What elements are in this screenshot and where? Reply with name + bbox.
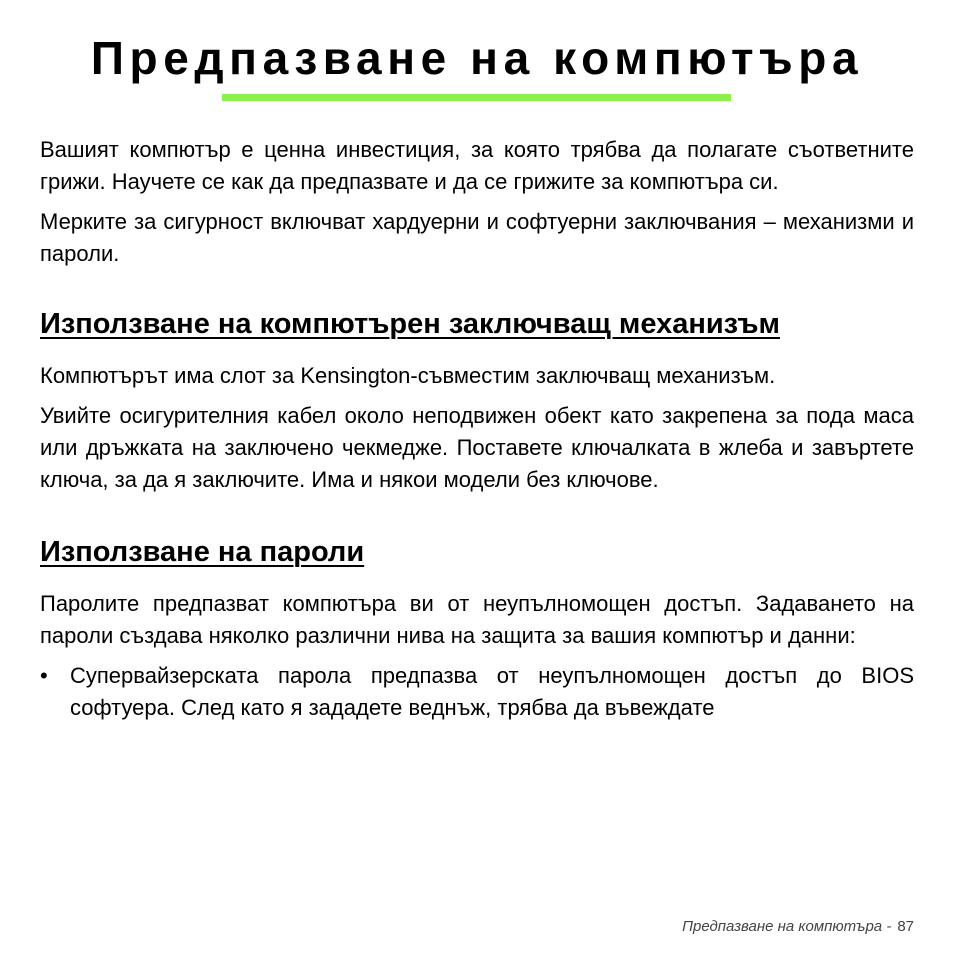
page-content — [40, 134, 914, 724]
page-title: Предпазване на компютъра — [90, 32, 864, 84]
section-heading-lock: Използване на компютърен заключващ механизъм — [40, 308, 780, 340]
bullet-text: Супервайзерската парола предпазва от неупълномощен достъп до BIOS софтуера. След като я зададете веднъж, трябва да въвеждате — [70, 663, 914, 720]
intro-paragraph-1: Вашият компютър е ценна инвестиция, за която трябва да полагате съответните грижи. Научете се как да предпазвате и да се грижите за компютъра си. — [40, 137, 914, 194]
lock-paragraph-1: Компютърът има слот за Kensington-съвместим заключващ механизъм. — [40, 363, 776, 388]
bullet-marker: • — [40, 663, 48, 688]
lock-paragraph-2: Увийте осигурителния кабел около неподвижен обект като закрепена за пода маса или дръжката на заключено чекмедже. Поставете ключалката в жлеба и завъртете ключа, за да я заключите. Има и някои модели без ключове. — [40, 403, 914, 492]
page-footer — [682, 918, 914, 935]
intro-paragraph-2: Мерките за сигурност включват хардуерни и софтуерни заключвания – механизми и пароли. — [40, 209, 914, 266]
list-item — [40, 660, 914, 724]
footer-section-label: Предпазване на компютъра - — [682, 918, 892, 935]
page-number: 87 — [897, 918, 914, 935]
section-heading-passwords: Използване на пароли — [40, 536, 365, 568]
title-underline-bar — [222, 94, 731, 101]
passwords-paragraph-1: Паролите предпазват компютъра ви от неупълномощен достъп. Задаването на пароли създава няколко различни нива на защита за вашия компютър и данни: — [40, 591, 914, 648]
